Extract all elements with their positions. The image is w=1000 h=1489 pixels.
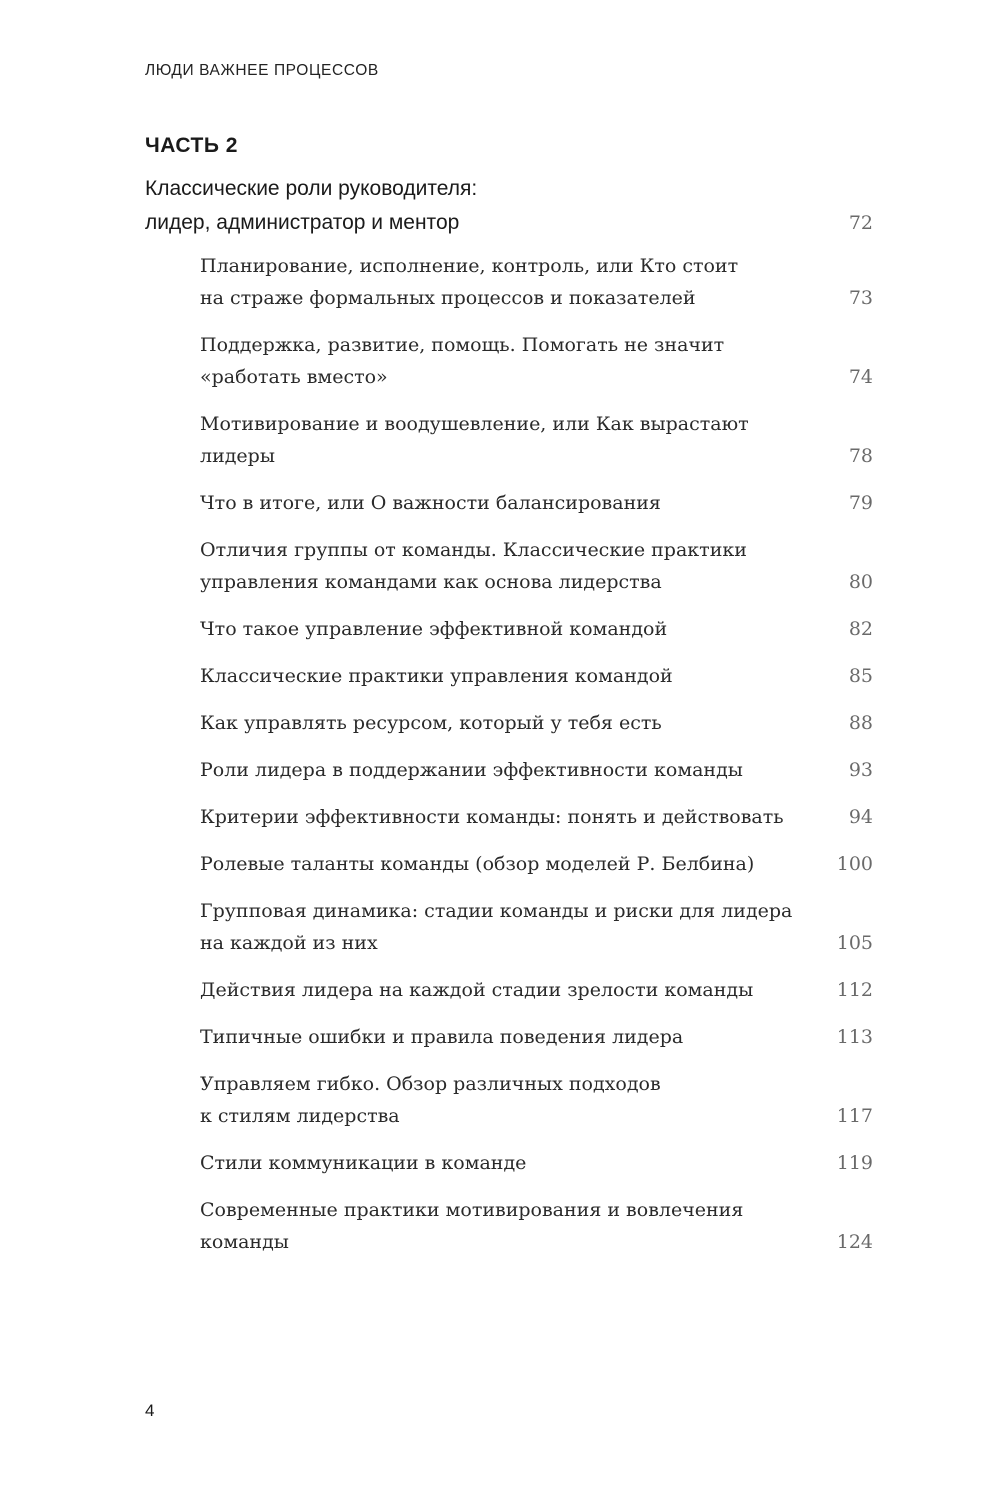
toc-entry <box>200 408 873 472</box>
toc-list <box>200 250 873 1273</box>
toc-entry <box>200 974 873 1006</box>
toc-entry-title-line: управления командами как основа лидерства <box>200 571 662 593</box>
running-head: ЛЮДИ ВАЖНЕЕ ПРОЦЕССОВ <box>145 62 379 79</box>
toc-entry-page-number: 94 <box>848 806 873 828</box>
toc-entry-title-line: команды <box>200 1231 289 1253</box>
toc-entry <box>200 250 873 314</box>
part-title-line: лидер, администратор и ментор <box>145 211 460 234</box>
toc-entry <box>200 660 873 692</box>
toc-entry-page-number: 100 <box>836 853 873 875</box>
toc-entry <box>200 754 873 786</box>
toc-entry-title-line: «работать вместо» <box>200 366 388 388</box>
toc-entry <box>200 534 873 598</box>
part-page-number: 72 <box>848 212 873 234</box>
part-title-line: Классические роли руководителя: <box>145 177 478 200</box>
toc-entry <box>200 613 873 645</box>
toc-entry-page-number: 79 <box>848 492 873 514</box>
toc-entry-title-line: Роли лидера в поддержании эффективности команды <box>200 759 743 781</box>
part-title <box>145 172 873 240</box>
toc-entry-page-number: 112 <box>836 979 873 1001</box>
toc-entry-title-line: Типичные ошибки и правила поведения лидера <box>200 1026 684 1048</box>
toc-entry-page-number: 124 <box>836 1231 873 1253</box>
toc-entry-page-number: 119 <box>836 1152 873 1174</box>
toc-entry-title-line: Управляем гибко. Обзор различных подходов <box>200 1073 661 1095</box>
toc-entry-title-line: Мотивирование и воодушевление, или Как вырастают <box>200 413 749 435</box>
toc-entry <box>200 1021 873 1053</box>
toc-entry <box>200 895 873 959</box>
toc-entry <box>200 707 873 739</box>
toc-entry-page-number: 85 <box>848 665 873 687</box>
toc-entry-title-line: Классические практики управления командой <box>200 665 673 687</box>
part-label: ЧАСТЬ 2 <box>145 134 238 157</box>
toc-entry <box>200 1147 873 1179</box>
toc-entry-title-line: Ролевые таланты команды (обзор моделей Р. Белбина) <box>200 853 755 875</box>
page-number: 4 <box>145 1401 155 1420</box>
toc-entry-page-number: 88 <box>848 712 873 734</box>
toc-entry-page-number: 78 <box>848 445 873 467</box>
toc-entry-page-number: 113 <box>836 1026 873 1048</box>
toc-entry-title-line: на каждой из них <box>200 932 378 954</box>
toc-entry <box>200 1194 873 1258</box>
toc-entry-title-line: к стилям лидерства <box>200 1105 400 1127</box>
toc-entry <box>200 487 873 519</box>
toc-entry-title-line: Что в итоге, или О важности балансирования <box>200 492 661 514</box>
toc-entry-page-number: 73 <box>848 287 873 309</box>
toc-entry-page-number: 117 <box>836 1105 873 1127</box>
toc-entry-title-line: Действия лидера на каждой стадии зрелости команды <box>200 979 754 1001</box>
toc-entry-title-line: Групповая динамика: стадии команды и риски для лидера <box>200 900 793 922</box>
toc-entry-title-line: Планирование, исполнение, контроль, или Кто стоит <box>200 255 739 277</box>
toc-entry-page-number: 105 <box>836 932 873 954</box>
toc-entry <box>200 329 873 393</box>
toc-entry-page-number: 82 <box>848 618 873 640</box>
toc-entry-title-line: Критерии эффективности команды: понять и действовать <box>200 806 784 828</box>
toc-entry-page-number: 93 <box>848 759 873 781</box>
toc-entry-title-line: лидеры <box>200 445 275 467</box>
toc-entry-title-line: Стили коммуникации в команде <box>200 1152 527 1174</box>
toc-entry-title-line: Как управлять ресурсом, который у тебя есть <box>200 712 662 734</box>
toc-entry-title-line: Что такое управление эффективной командой <box>200 618 668 640</box>
toc-entry-title-line: Поддержка, развитие, помощь. Помогать не значит <box>200 334 725 356</box>
toc-entry-title-line: Современные практики мотивирования и вовлечения <box>200 1199 744 1221</box>
toc-entry-page-number: 74 <box>848 366 873 388</box>
toc-entry-page-number: 80 <box>848 571 873 593</box>
toc-entry-title-line: на страже формальных процессов и показателей <box>200 287 696 309</box>
toc-entry <box>200 1068 873 1132</box>
toc-entry <box>200 848 873 880</box>
toc-entry <box>200 801 873 833</box>
toc-entry-title-line: Отличия группы от команды. Классические практики <box>200 539 747 561</box>
